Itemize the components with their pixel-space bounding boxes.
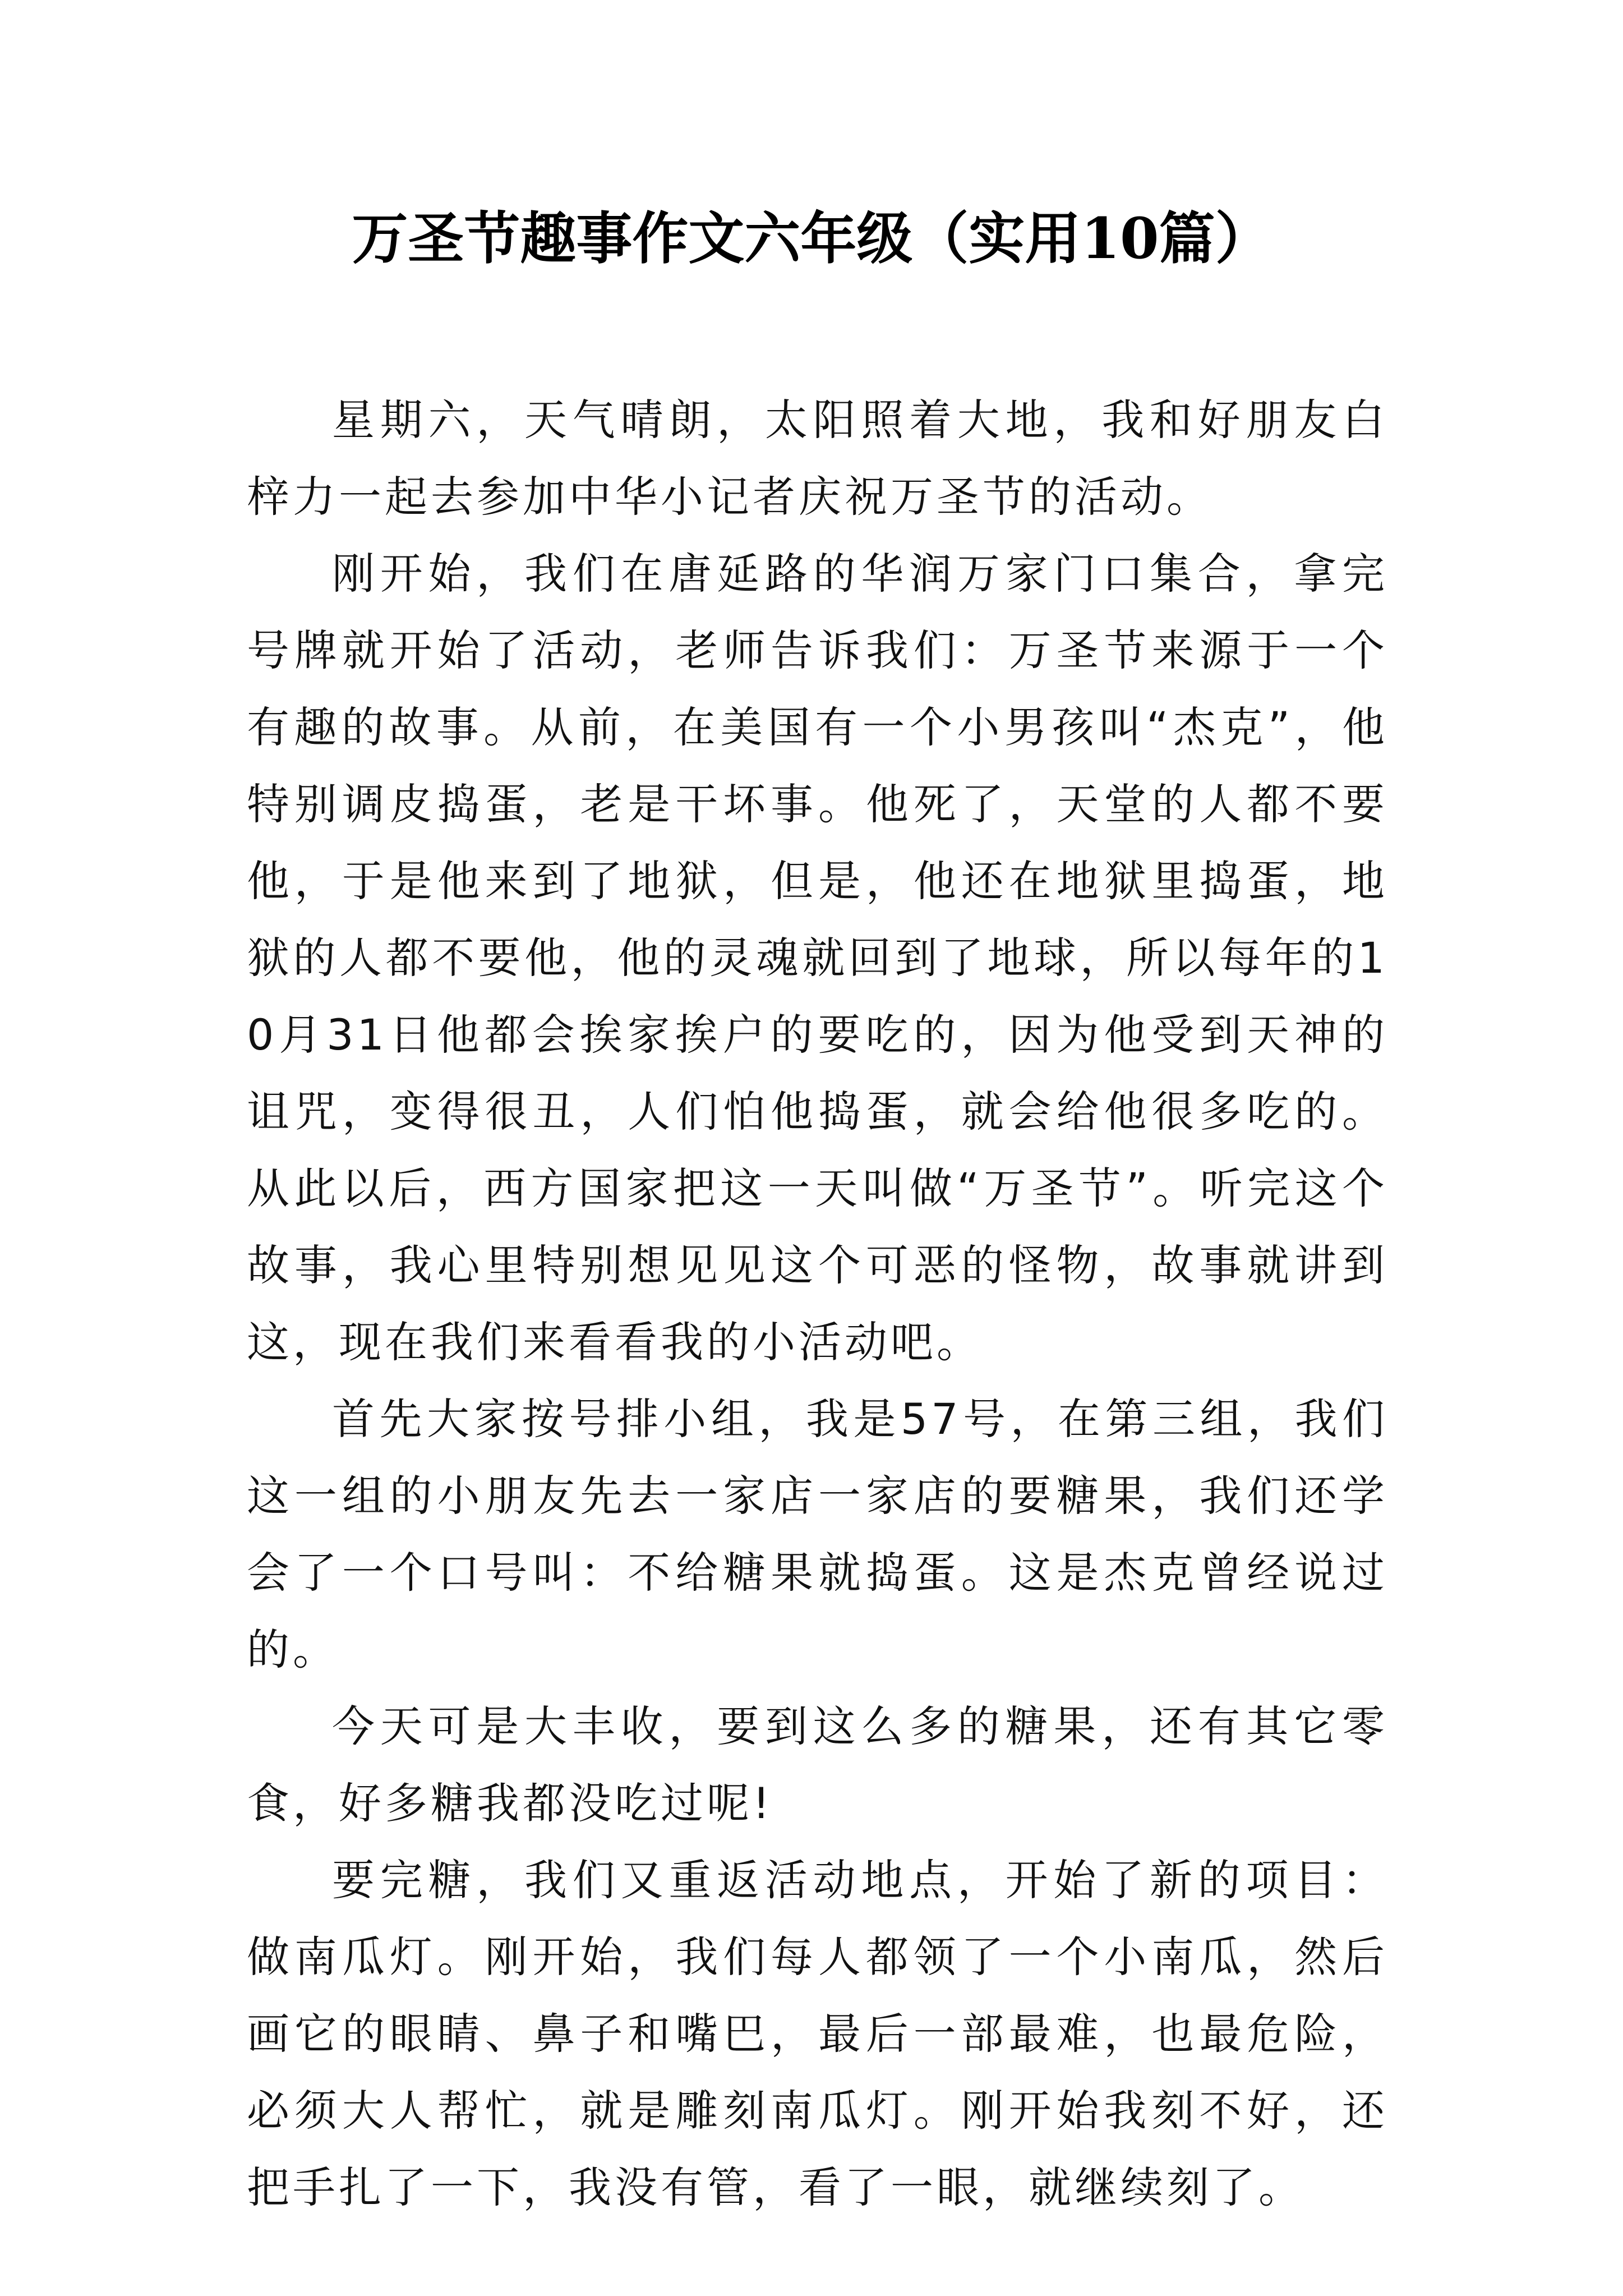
paragraph-1: 星期六，天气晴朗，太阳照着大地，我和好朋友白梓力一起去参加中华小记者庆祝万圣节的活动。 — [247, 395, 1388, 522]
paragraph-2: 刚开始，我们在唐延路的华润万家门口集合，拿完号牌就开始了活动，老师告诉我们：万圣节来源于一个有趣的故事。从前，在美国有一个小男孩叫“杰克”，他特别调皮捣蛋，老是干坏事。他死了，天堂的人都不要他，于是他来到了地狱，但是，他还在地狱里捣蛋，地狱的人都不要他，他的灵魂就回到了地球，所以每年的10月31日他都会挨家挨户的要吃的，因为他受到天神的诅咒，变得很丑，人们怕他捣蛋，就会给他很多吃的。从此以后，西方国家把这一天叫做“万圣节”。听完这个故事，我心里特别想见见这个可恶的怪物，故事就讲到这，现在我们来看看我的小活动吧。 — [247, 549, 1388, 1367]
document-title: 万圣节趣事作文六年级（实用10篇） — [352, 205, 1271, 272]
paragraph-3: 首先大家按号排小组，我是57号，在第三组，我们这一组的小朋友先去一家店一家店的要糖果，我们还学会了一个口号叫：不给糖果就捣蛋。这是杰克曾经说过的。 — [247, 1394, 1388, 1674]
document-body — [247, 381, 1388, 2226]
paragraph-4: 今天可是大丰收，要到这么多的糖果，还有其它零食，好多糖我都没吃过呢! — [247, 1701, 1388, 1828]
paragraph-5: 要完糖，我们又重返活动地点，开始了新的项目：做南瓜灯。刚开始，我们每人都领了一个小南瓜，然后画它的眼睛、鼻子和嘴巴，最后一部最难，也最危险，必须大人帮忙，就是雕刻南瓜灯。刚开始我刻不好，还把手扎了一下，我没有管，看了一眼，就继续刻了。 — [247, 1855, 1388, 2212]
